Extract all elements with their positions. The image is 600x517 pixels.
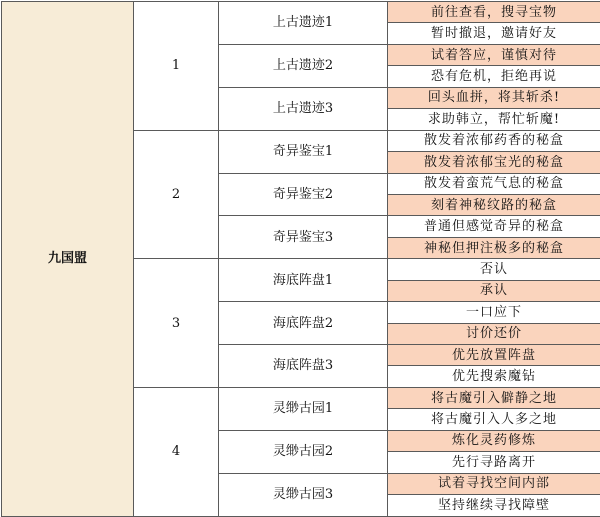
option-cell-recommended: 炼化灵药修炼 (388, 430, 600, 451)
option-cell: 普通但感觉奇异的秘盒 (388, 216, 600, 237)
option-cell-recommended: 将古魔引入僻静之地 (388, 387, 600, 408)
stage-number-cell: 1 (134, 2, 219, 131)
option-cell: 优先搜索魔钻 (388, 366, 600, 387)
option-cell: 暂时撤退，邀请好友 (388, 23, 600, 44)
event-name-cell: 海底阵盘1 (219, 259, 388, 302)
option-cell-recommended: 前往查看，搜寻宝物 (388, 2, 600, 23)
event-name-cell: 灵缈古园1 (219, 387, 388, 430)
option-cell-recommended: 神秘但押注极多的秘盒 (388, 237, 600, 258)
option-cell: 将古魔引入人多之地 (388, 409, 600, 430)
option-cell-recommended: 回头血拼，将其斩杀! (388, 87, 600, 108)
event-name-cell: 海底阵盘3 (219, 345, 388, 388)
stage-number-cell: 2 (134, 130, 219, 259)
option-cell: 先行寻路离开 (388, 452, 600, 473)
option-cell: 坚持继续寻找障壁 (388, 495, 600, 516)
option-cell: 一口应下 (388, 302, 600, 323)
event-name-cell: 奇异鉴宝1 (219, 130, 388, 173)
stage-number-cell: 3 (134, 259, 219, 388)
option-cell: 恐有危机，拒绝再说 (388, 66, 600, 87)
option-cell: 散发着浓郁药香的秘盒 (388, 130, 600, 151)
group-name-cell: 九国盟 (2, 2, 134, 517)
option-cell: 散发着蛮荒气息的秘盒 (388, 173, 600, 194)
option-cell-recommended: 承认 (388, 280, 600, 301)
option-cell-recommended: 优先放置阵盘 (388, 345, 600, 366)
event-name-cell: 上古遗迹1 (219, 2, 388, 45)
table-row (2, 2, 600, 23)
option-cell-recommended: 刻着神秘纹路的秘盒 (388, 194, 600, 215)
event-name-cell: 上古遗迹3 (219, 87, 388, 130)
guide-table-body (2, 2, 600, 517)
option-cell-recommended: 试着答应，谨慎对待 (388, 44, 600, 65)
stage-number-cell: 4 (134, 387, 219, 516)
option-cell-recommended: 试着寻找空间内部 (388, 473, 600, 494)
event-name-cell: 灵缈古园2 (219, 430, 388, 473)
event-name-cell: 海底阵盘2 (219, 302, 388, 345)
event-name-cell: 奇异鉴宝3 (219, 216, 388, 259)
event-name-cell: 灵缈古园3 (219, 473, 388, 516)
option-cell-recommended: 讨价还价 (388, 323, 600, 344)
event-name-cell: 上古遗迹2 (219, 44, 388, 87)
option-cell: 求助韩立，帮忙斩魔! (388, 109, 600, 130)
option-cell-recommended: 散发着浓郁宝光的秘盒 (388, 152, 600, 173)
event-name-cell: 奇异鉴宝2 (219, 173, 388, 216)
option-cell: 否认 (388, 259, 600, 280)
guide-table (1, 1, 600, 517)
